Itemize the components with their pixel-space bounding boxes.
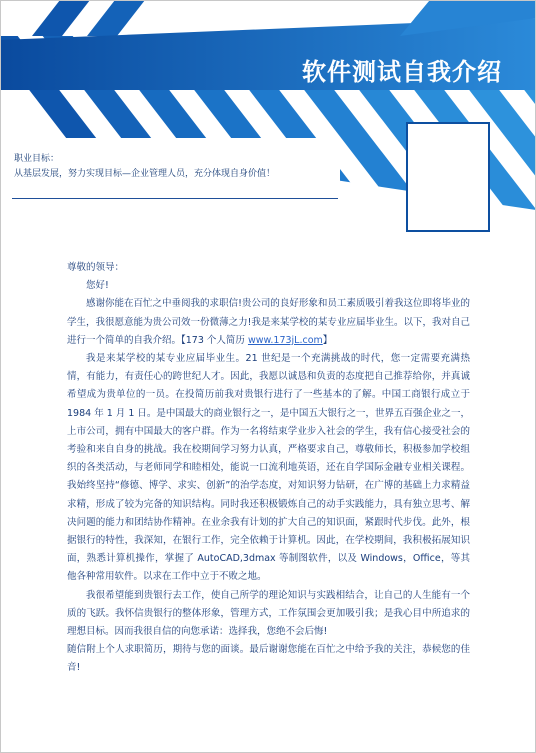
letter-greeting: 您好!: [86, 280, 109, 292]
letter-paragraph-4: 随信附上个人求职简历，期待与您的面谈。最后谢谢您能在百忙之中给予我的关注，恭候您的佳音!: [67, 644, 470, 674]
career-objective: [14, 152, 344, 182]
letter-paragraph-1: [67, 295, 470, 350]
letter-salutation: 尊敬的领导：: [67, 262, 125, 273]
letter-paragraph-2: 我是来某学校的某专业应届毕业生。21 世纪是一个充满挑战的时代，您一定需要充满热情，有能力，有责任心的跨世纪人才。因此，我愿以诚恳和负责的态度把自己推荐给你，并真诚希望成为贵单位的一员。在投简历前我对贵银行进行了一些基本的了解。中国工商银行成立于 1984 年 1 月 1 日。是中国最大的商业银行之一，是中国五大银行之一，世界五百强企业之一，上市公司，拥有中国最大的客户群。作为一名将结束学业步入社会的学生，我有信心接受社会的考验和来自自身的挑战。我在校期间学习努力认真，严格要求自己，尊敬师长，积极参加学校组织的各类活动，与老师同学和睦相处，能说一口流利地英语，还在自学国际金融专业相关课程。我始终坚持“修德、博学、求实、创新”的治学态度，对知识努力钻研，在广博的基础上力求精益求精，形成了较为完备的知识结构。同时我还积极锻炼自己的动手实践能力，具有独立思考、解决问题的能力和团结协作精神。在业余我有计划的扩大自己的知识面，紧跟时代步伐。此外，根据银行的特性，我深知，在银行工作，完全依赖于计算机。因此，在学校期间，我积极拓展知识面，熟悉计算机操作，掌握了 AutoCAD,3dmax 等制图软件，以及 Windows，Office，等其他各种常用软件。以求在工作中立于不败之地。: [67, 353, 470, 583]
website-link[interactable]: www.173jL.com: [247, 334, 323, 346]
objective-label: 职业目标：: [14, 154, 60, 164]
objective-text: 从基层发展，努力实现目标—企业管理人员，充分体现自身价值！: [14, 169, 276, 179]
page-title: 软件测试自我介绍: [302, 58, 502, 86]
letter-paragraph-3: 我很希望能到贵银行去工作，使自己所学的理论知识与实践相结合，让自己的人生能有一个质的飞跃。我怀信贵银行的整体形象，管理方式，工作氛围会更加吸引我；是我心目中所追求的理想目标。因而我很自信的向您承诺：选择我，您绝不会后悔!: [67, 589, 470, 638]
paragraph-1-end: 】: [322, 334, 333, 346]
cover-letter: [67, 259, 470, 678]
paragraph-1-text: 感谢你能在百忙之中垂阅我的求职信!贵公司的良好形象和员工素质吸引着我这位即将毕业的学生，我很愿意能为贵公司效一份微薄之力!我是来某学校的某专业应届毕业生。以下，我对自己进行一个简单的自我介绍。【173 个人简历: [67, 298, 470, 346]
objective-divider: [12, 198, 338, 199]
photo-placeholder: [406, 122, 490, 232]
